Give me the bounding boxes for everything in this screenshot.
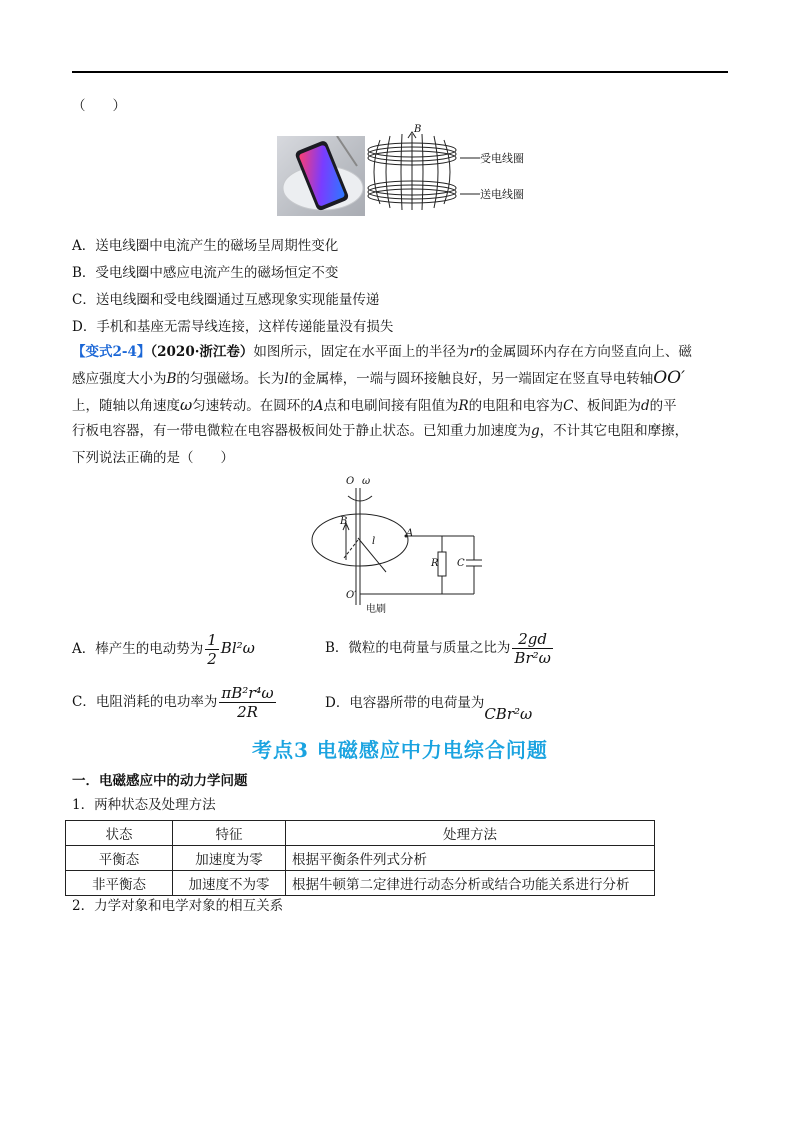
q2-var-c: C <box>563 398 574 414</box>
table-cell: 根据平衡条件列式分析 <box>286 846 655 871</box>
q2-option-c <box>72 680 278 724</box>
q2-option-d-expr: CBr²ω <box>484 705 533 723</box>
fraction-denominator: 2R <box>237 703 258 721</box>
q1-option-b: B．受电线圈中感应电流产生的磁场恒定不变 <box>72 265 339 281</box>
q2-text: 的电阻和电容为 <box>468 398 564 414</box>
q2-var-omega: ω <box>180 396 193 414</box>
table-header-cell: 处理方法 <box>286 821 655 846</box>
q2-option-b-text: B．微粒的电荷量与质量之比为 <box>325 640 511 656</box>
q2-var-l: l <box>284 371 289 387</box>
wireless-charger-photo <box>277 136 365 216</box>
q2-var-g: g <box>531 423 540 439</box>
coil-leader-lines <box>460 150 484 200</box>
q1-option-d: D．手机和基座无需导线连接，这样传递能量没有损失 <box>72 319 394 335</box>
q2-line-4 <box>72 421 688 441</box>
item-2-heading: 2．力学对象和电学对象的相互关系 <box>72 898 284 914</box>
q2-var-d: d <box>641 398 650 414</box>
q2-var-b: B <box>166 371 177 387</box>
q2-option-a-text: A．棒产生的电动势为 <box>72 641 204 657</box>
fig2-label-brush: 电刷 <box>366 604 386 615</box>
q2-text: 如图所示，固定在水平面上的半径为 <box>253 344 470 360</box>
q2-option-b-fraction <box>512 630 552 667</box>
q2-var-r-res: R <box>458 398 469 414</box>
header-rule <box>72 71 728 73</box>
q1-option-c: C．送电线圈和受电线圈通过互感现象实现能量传递 <box>72 292 380 308</box>
q2-var-a: A <box>313 398 324 414</box>
fig2-label-o-prime: O′ <box>346 590 357 601</box>
fig2-label-o: O <box>346 476 355 487</box>
q2-option-c-fraction <box>219 684 275 721</box>
table-cell: 加速度不为零 <box>173 871 286 896</box>
q2-line-1 <box>72 342 692 362</box>
phone-on-charger-image <box>277 136 365 216</box>
q2-text: 感应强度大小为 <box>72 371 167 387</box>
section-title: 考点3 电磁感应中力电综合问题 <box>252 738 548 762</box>
q2-var-r: r <box>469 344 476 360</box>
q2-line-2 <box>72 368 685 389</box>
q2-line-3 <box>72 395 677 416</box>
fig2-label-b: B <box>340 516 348 527</box>
q2-axis-oo: OO′ <box>653 368 685 388</box>
label-send-coil: 送电线圈 <box>480 188 524 201</box>
q2-line-5: 下列说法正确的是（ ） <box>72 450 234 466</box>
fig2-label-a: A <box>406 528 414 539</box>
q2-text: 、板间距为 <box>573 398 641 414</box>
state-method-table <box>65 820 655 896</box>
fraction-denominator: 2 <box>207 650 217 668</box>
fig2-label-c: C <box>457 558 465 569</box>
fig2-label-l: l <box>372 536 376 547</box>
q1-option-a: A．送电线圈中电流产生的磁场呈周期性变化 <box>72 238 339 254</box>
field-label-b: B <box>414 124 422 135</box>
table-cell: 根据牛顿第二定律进行动态分析或结合功能关系进行分析 <box>286 871 655 896</box>
table-cell: 加速度为零 <box>173 846 286 871</box>
q2-text: 匀速转动。在圆环的 <box>192 398 314 414</box>
q2-text: 的平 <box>649 398 677 414</box>
fraction-numerator: 2gd <box>512 630 552 649</box>
table-header-cell: 特征 <box>173 821 286 846</box>
table-row <box>66 846 655 871</box>
table-cell: 平衡态 <box>66 846 173 871</box>
label-receive-coil: 受电线圈 <box>480 152 524 165</box>
table-cell: 非平衡态 <box>66 871 173 896</box>
answer-bracket: （ ） <box>72 98 126 114</box>
subsection-heading: 一．电磁感应中的动力学问题 <box>72 773 248 789</box>
fraction-numerator: 1 <box>207 631 217 649</box>
table-header-cell: 状态 <box>66 821 173 846</box>
q2-text: 上，随轴以角速度 <box>72 398 180 414</box>
fig2-label-omega: ω <box>362 476 371 487</box>
q2-option-b <box>325 626 555 670</box>
q2-text: 点和电刷间接有阻值为 <box>323 398 459 414</box>
q2-source: （2020·浙江卷） <box>150 344 254 360</box>
table-row <box>66 871 655 896</box>
rotating-rod-circuit-diagram <box>306 470 496 615</box>
q2-option-a-fraction <box>205 631 219 668</box>
fraction-denominator: Br²ω <box>514 649 551 667</box>
q2-option-a-expr: Bl²ω <box>220 639 255 657</box>
q2-text: 行板电容器，有一带电微粒在电容器极板间处于静止状态。已知重力加速度为 <box>72 423 531 439</box>
q2-text: 的金属圆环内存在方向竖直向上、磁 <box>475 344 692 360</box>
item-1-heading: 1．两种状态及处理方法 <box>72 797 216 813</box>
q2-option-a <box>72 626 255 671</box>
q2-option-d-text: D．电容器所带的电荷量为 <box>325 695 485 711</box>
fraction-numerator: πB²r⁴ω <box>221 684 274 702</box>
q2-text: 的金属棒，一端与圆环接触良好，另一端固定在竖直导电转轴 <box>288 371 654 387</box>
q2-option-d <box>325 680 532 725</box>
fig2-label-r: R <box>431 558 439 569</box>
q2-text: 的匀强磁场。长为 <box>176 371 285 387</box>
q2-tag: 【变式2-4】 <box>72 344 151 360</box>
q2-option-c-text: C．电阻消耗的电功率为 <box>72 694 218 710</box>
table-header-row <box>66 821 655 846</box>
q2-text: ，不计其它电阻和摩擦， <box>539 423 689 439</box>
